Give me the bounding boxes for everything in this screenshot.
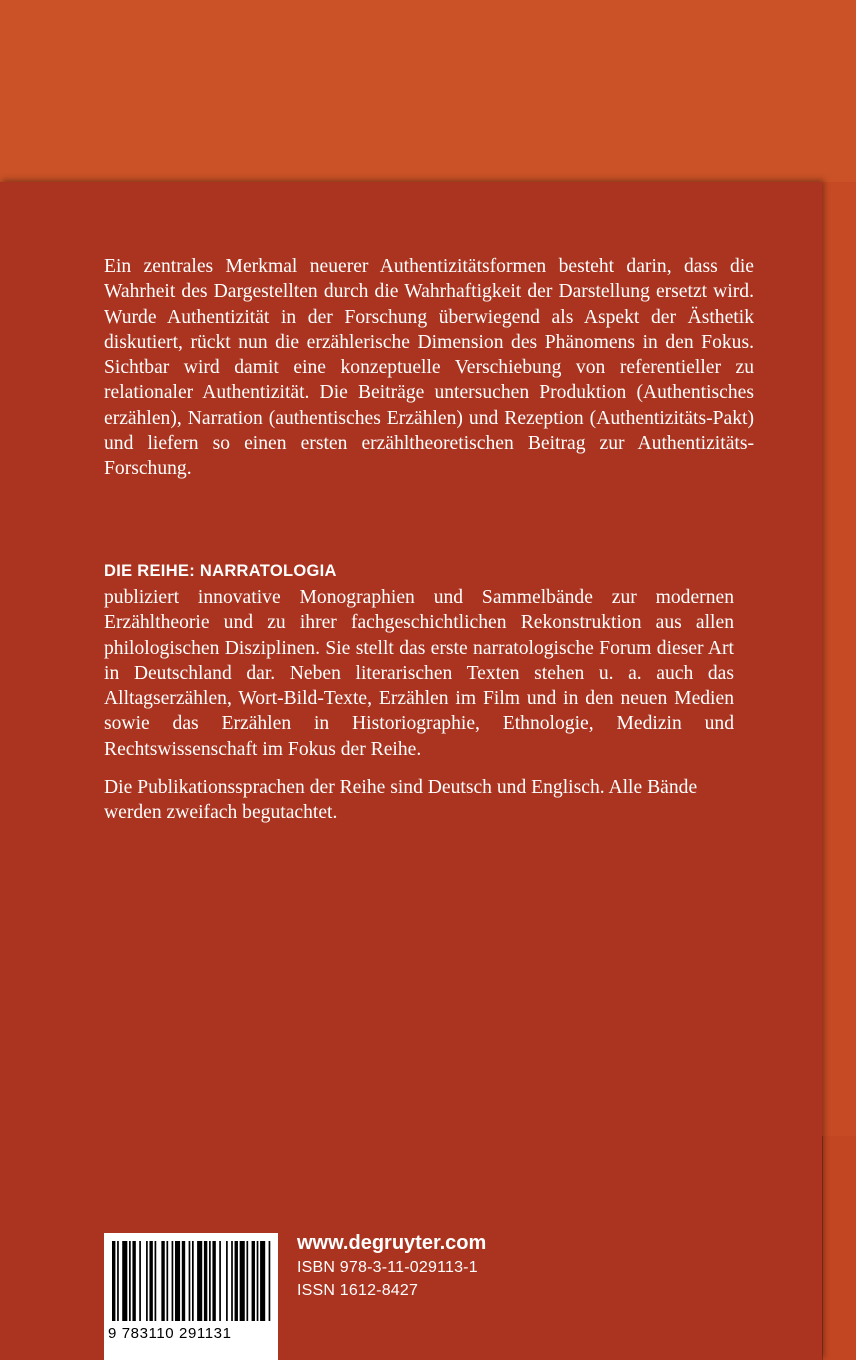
- barcode-bar: [132, 1241, 135, 1321]
- barcode-bar: [204, 1241, 207, 1321]
- barcode-bar: [122, 1241, 127, 1321]
- barcode-bar: [260, 1241, 265, 1321]
- barcode-bar: [269, 1241, 271, 1321]
- barcode-bar: [240, 1241, 245, 1321]
- barcode-bar: [192, 1241, 194, 1321]
- barcode-bar: [212, 1241, 215, 1321]
- barcode-bar: [235, 1241, 238, 1321]
- barcode-digits: 9 783110 291131: [108, 1325, 232, 1342]
- barcode-bar: [257, 1241, 259, 1321]
- barcode-bar: [117, 1241, 119, 1321]
- cover-top-band: [0, 0, 856, 182]
- cover-right-band-lower: [822, 1136, 856, 1360]
- series-description: publiziert innovative Monographien und Sammelbände zur modernen Erzähltheorie und zu ihrer fachgeschichtlichen Rekonstruktion aus allen philologischen Disziplinen. Sie stellt das erste narratologische Forum dieser Art in Deutschland dar. Neben literarischen Texten stehen u. a. auch das Alltagserzählen, Wort-Bild-Texte, Erzählen im Film und in den neuen Medien sowie das Erzählen in Historiographie, Ethnologie, Medizin und Rechtswissenschaft im Fokus der Reihe.: [104, 587, 734, 760]
- barcode-bar: [146, 1241, 148, 1321]
- barcode-bar: [252, 1241, 255, 1321]
- isbn: ISBN 978-3-11-029113-1: [297, 1259, 478, 1276]
- barcode-bar: [129, 1241, 131, 1321]
- barcode-bar: [231, 1241, 233, 1321]
- publisher-info: [297, 1230, 486, 1302]
- barcode-bar: [246, 1241, 248, 1321]
- barcode-bar: [161, 1241, 164, 1321]
- barcode-bar: [139, 1241, 141, 1321]
- barcode-bar: [226, 1241, 228, 1321]
- barcode-bar: [172, 1241, 174, 1321]
- barcode: [104, 1233, 278, 1360]
- barcode-bar: [112, 1241, 115, 1321]
- barcode-bars: [112, 1241, 272, 1321]
- series-heading: DIE REIHE: NARRATOLOGIA: [104, 562, 337, 580]
- issn: ISSN 1612-8427: [297, 1282, 419, 1299]
- barcode-bar: [189, 1241, 191, 1321]
- barcode-bar: [166, 1241, 168, 1321]
- barcode-bar: [149, 1241, 152, 1321]
- language-note: Die Publikationssprachen der Reihe sind Deutsch und Englisch. Alle Bände werden zweifach begutachtet.: [104, 777, 698, 824]
- barcode-bar: [219, 1241, 221, 1321]
- barcode-bar: [155, 1241, 157, 1321]
- barcode-bar: [197, 1241, 202, 1321]
- barcode-bar: [182, 1241, 185, 1321]
- publisher-url[interactable]: www.degruyter.com: [297, 1232, 487, 1254]
- book-blurb: Ein zentrales Merkmal neuerer Authentizitätsformen besteht darin, dass die Wahrheit des Dargestellten durch die Wahrhaftigkeit der Darstellung ersetzt wird. Wurde Authentizität in der Forschung überwiegend als Aspekt der Ästhetik diskutiert, rückt nun die erzählerische Dimension des Phänomens in den Fokus. Sichtbar wird damit eine konzeptuelle Verschiebung von referentieller zu relationaler Authentizität. Die Beiträge untersuchen Produktion (Authentisches erzählen), Narration (authentisches Erzählen) und Rezeption (Authentizitäts-Pakt) und liefern so einen ersten erzähltheoretischen Beitrag zur Authentizitäts-Forschung.: [104, 256, 754, 480]
- barcode-bar: [175, 1241, 180, 1321]
- barcode-bar: [209, 1241, 211, 1321]
